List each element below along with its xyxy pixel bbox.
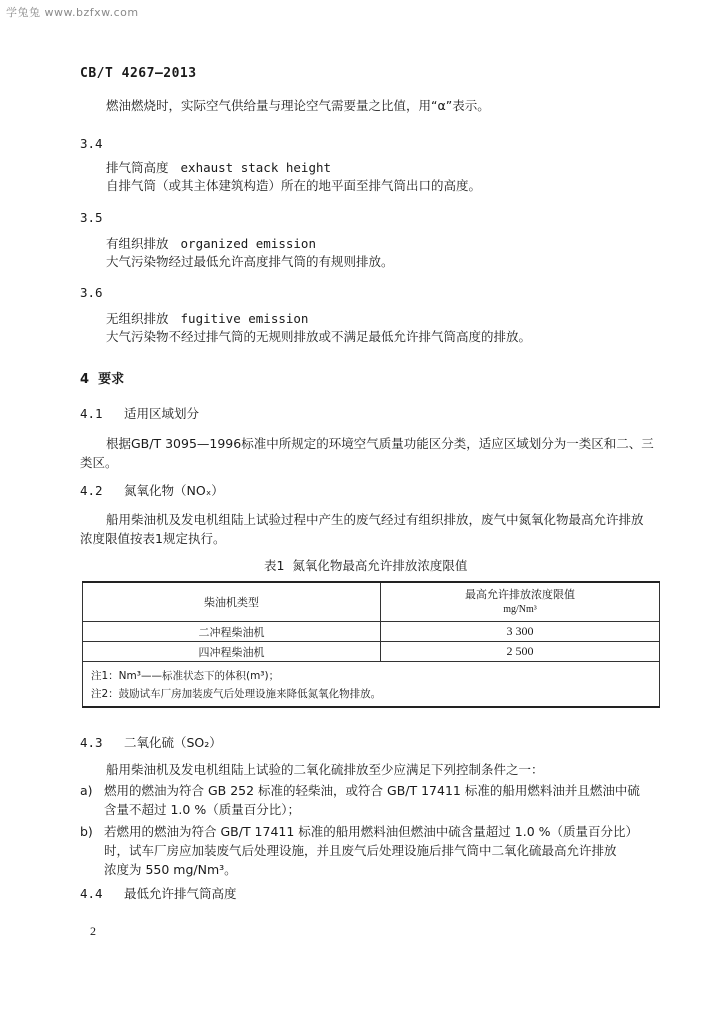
subsection-number: 4.2 [80, 483, 103, 498]
section-heading-requirements: 4 要求 [80, 372, 125, 387]
table-header-unit: mg/Nm³ [503, 604, 537, 615]
clause-number-3-6: 3.6 [80, 285, 103, 300]
term-en: exhaust stack height [180, 160, 332, 175]
paragraph-4-3-intro: 船用柴油机及发电机组陆上试验的二氧化硫排放至少应满足下列控制条件之一： [106, 762, 544, 777]
term-en: organized emission [180, 236, 316, 251]
list-item-a-line2: 含量不超过 1.0 %（质量百分比）； [104, 802, 300, 817]
definition-text-3-5: 大气污染物经过最低允许高度排气筒的有规则排放。 [106, 254, 394, 269]
list-label-b: b) [80, 824, 93, 839]
alpha-definition-text: 燃油燃烧时，实际空气供给量与理论空气需要量之比值，用“α”表示。 [106, 98, 490, 113]
standard-code: CB/T 4267—2013 [80, 66, 197, 81]
term-organized-emission [106, 234, 316, 252]
definition-text-3-6: 大气污染物不经过排气筒的无规则排放或不满足最低允许排气筒高度的排放。 [106, 329, 532, 344]
table-note-2: 注2：鼓励试车厂房加装废气后处理设施来降低氮氧化物排放。 [83, 684, 660, 707]
term-fugitive-emission [106, 309, 308, 327]
subsection-number: 4.4 [80, 886, 103, 901]
list-item-b-line3: 浓度为 550 mg/Nm³。 [104, 862, 237, 877]
list-item-b-line2: 时，试车厂房应加装废气后处理设施，并且废气后处理设施后排气筒中二氧化硫最高允许排放 [104, 843, 617, 858]
clause-number-3-5: 3.5 [80, 210, 103, 225]
list-item-a-line1: 燃用的燃油为符合 GB 252 标准的轻柴油，或符合 GB/T 17411 标准的船用燃料油并且燃油中硫 [104, 783, 640, 798]
definition-text-3-4: 自排气筒（或其主体建筑构造）所在的地平面至排气筒出口的高度。 [106, 178, 482, 193]
term-cn: 排气筒高度 [106, 160, 169, 175]
table-cell-limit-value: 3 300 [381, 622, 660, 642]
subsection-4-1-heading [80, 404, 199, 422]
subsection-title: 最低允许排气筒高度 [124, 886, 237, 901]
paragraph-4-2-line2: 浓度限值按表1规定执行。 [80, 531, 226, 546]
list-label-a: a) [80, 783, 93, 798]
paragraph-4-1-line1: 根据GB/T 3095—1996标准中所规定的环境空气质量功能区分类，适应区域划分为一类区和二、三 [106, 436, 654, 451]
site-watermark: 学兔兔 www.bzfxw.com [6, 6, 139, 19]
table-header-limit-label: 最高允许排放浓度限值 [465, 588, 575, 601]
clause-number-3-4: 3.4 [80, 136, 103, 151]
list-item-a [80, 781, 680, 819]
page-number: 2 [90, 924, 96, 938]
term-cn: 有组织排放 [106, 236, 169, 251]
table-cell-engine-type: 四冲程柴油机 [83, 642, 381, 662]
subsection-title: 氮氧化物（NOₓ） [124, 483, 224, 498]
table-header-engine-type: 柴油机类型 [83, 582, 381, 622]
paragraph-4-1-line2: 类区。 [80, 455, 118, 470]
subsection-number: 4.3 [80, 735, 103, 750]
subsection-4-4-heading [80, 884, 237, 902]
term-en: fugitive emission [180, 311, 309, 326]
paragraph-4-2-line1: 船用柴油机及发电机组陆上试验过程中产生的废气经过有组织排放，废气中氮氧化物最高允许排放 [106, 512, 644, 527]
list-item-b [80, 822, 680, 879]
table-1-nox-limits [82, 581, 660, 708]
table-1-caption: 表1 氮氧化物最高允许排放浓度限值 [264, 558, 468, 573]
subsection-title: 二氧化硫（SO₂） [124, 735, 222, 750]
subsection-title: 适用区域划分 [124, 406, 200, 421]
table-cell-engine-type: 二冲程柴油机 [83, 622, 381, 642]
table-cell-limit-value: 2 500 [381, 642, 660, 662]
term-cn: 无组织排放 [106, 311, 169, 326]
subsection-4-2-heading [80, 481, 224, 499]
term-exhaust-stack-height [106, 158, 331, 176]
table-header-limit [381, 582, 660, 622]
list-item-b-line1: 若燃用的燃油为符合 GB/T 17411 标准的船用燃料油但燃油中硫含量超过 1.0 %（质量百分比） [104, 824, 638, 839]
table-note-1: 注1：Nm³——标准状态下的体积(m³)； [83, 662, 660, 685]
subsection-number: 4.1 [80, 406, 103, 421]
subsection-4-3-heading [80, 733, 222, 751]
